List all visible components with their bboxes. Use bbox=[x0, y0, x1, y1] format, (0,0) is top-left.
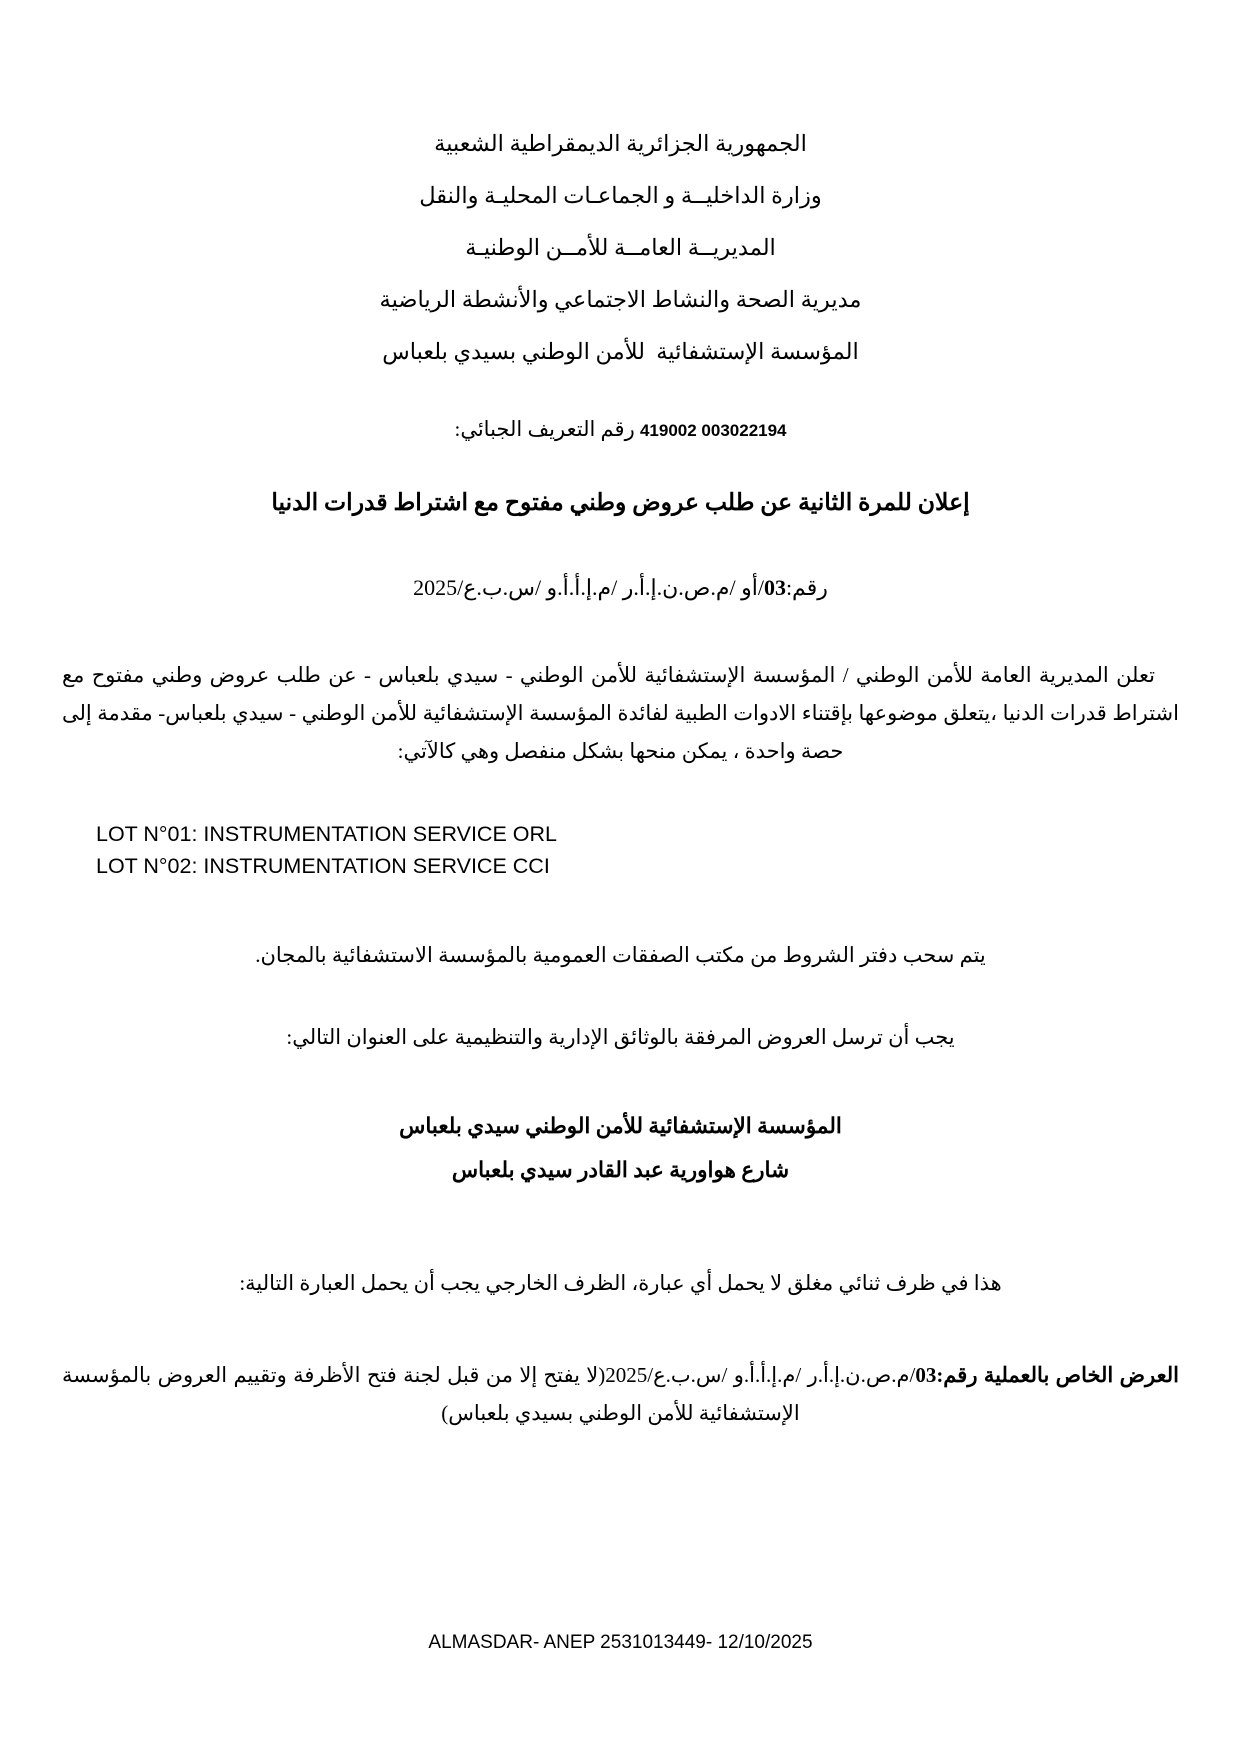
reference-prefix: رقم: bbox=[785, 575, 828, 600]
envelope-phrase-ref-number: 03 bbox=[915, 1363, 937, 1387]
reference-suffix: /أو /م.ص.ن.إ.أ.ر /م.إ.أ.أ.و /س.ب.ع/2025 bbox=[413, 575, 764, 600]
header-line-republic: الجمهورية الجزائرية الديمقراطية الشعبية bbox=[434, 131, 807, 156]
intro-paragraph: تعلن المديرية العامة للأمن الوطني / المؤسسة الإستشفائية للأمن الوطني - سيدي بلعباس - عن طلب عروض وطني مفتوح مع اشتراط قدرات الدنيا ،يتعلق موضوعها بإقتناء الادوات الطبية لفائدة المؤسسة الإستشفائية للأمن الوطني - سيدي بلعباس- مقدمة إلى حصة واحدة ، يمكن منحها بشكل منفصل وهي كالآتي: bbox=[62, 663, 1179, 763]
tax-id-value: 419002 003022194 bbox=[639, 421, 787, 440]
announcement-title: إعلان للمرة الثانية عن طلب عروض وطني مفتوح مع اشتراط قدرات الدنيا bbox=[271, 490, 970, 516]
page-footer: ALMASDAR- ANEP 2531013449- 12/10/2025 bbox=[428, 1632, 813, 1653]
header-line-directorate: المديريــة العامــة للأمــن الوطنيـة bbox=[465, 235, 776, 260]
envelope-phrase bbox=[62, 1356, 1179, 1432]
tax-identification-row bbox=[62, 414, 1179, 446]
envelope-phrase-ref-prefix: رقم: bbox=[936, 1363, 984, 1387]
header-line-health-division: مديرية الصحة والنشاط الاجتماعي والأنشطة الرياضية bbox=[379, 287, 862, 312]
document-header bbox=[62, 118, 1179, 378]
document-content bbox=[62, 0, 1179, 1453]
lots-list bbox=[62, 818, 1145, 882]
reference-number: 03 bbox=[763, 575, 786, 600]
address-block bbox=[62, 1104, 1179, 1192]
header-line-institution: المؤسسة الإستشفائية للأمن الوطني بسيدي بلعباس bbox=[382, 339, 859, 364]
envelope-phrase-tail: (لا يفتح إلا من قبل لجنة فتح الأظرفة وتقييم العروض بالمؤسسة الإستشفائية للأمن الوطني بسيدي بلعباس) bbox=[62, 1363, 800, 1425]
address-line-institution: المؤسسة الإستشفائية للأمن الوطني سيدي بلعباس bbox=[399, 1114, 842, 1138]
envelope-phrase-lead: العرض الخاص بالعملية bbox=[983, 1363, 1179, 1387]
envelope-phrase-ref-suffix: /م.ص.ن.إ.أ.ر /م.إ.أ.أ.و /س.ب.ع/2025 bbox=[605, 1363, 916, 1387]
submission-paragraph: يجب أن ترسل العروض المرفقة بالوثائق الإدارية والتنظيمية على العنوان التالي: bbox=[286, 1025, 955, 1049]
lot-item-02: LOT N°02: INSTRUMENTATION SERVICE CCI bbox=[96, 854, 550, 878]
withdrawal-paragraph: يتم سحب دفتر الشروط من مكتب الصفقات العمومية بالمؤسسة الاستشفائية بالمجان. bbox=[255, 943, 986, 967]
lot-item-01: LOT N°01: INSTRUMENTATION SERVICE ORL bbox=[96, 822, 557, 846]
header-line-ministry: وزارة الداخليــة و الجماعـات المحليـة والنقل bbox=[419, 183, 822, 208]
reference-number-row bbox=[62, 572, 1179, 604]
tax-id-label: رقم التعريف الجبائي: bbox=[454, 417, 635, 441]
envelope-note: هذا في ظرف ثنائي مغلق لا يحمل أي عبارة، الظرف الخارجي يجب أن يحمل العبارة التالية: bbox=[239, 1271, 1002, 1295]
address-line-street: شارع هواورية عبد القادر سيدي بلعباس bbox=[451, 1158, 790, 1182]
